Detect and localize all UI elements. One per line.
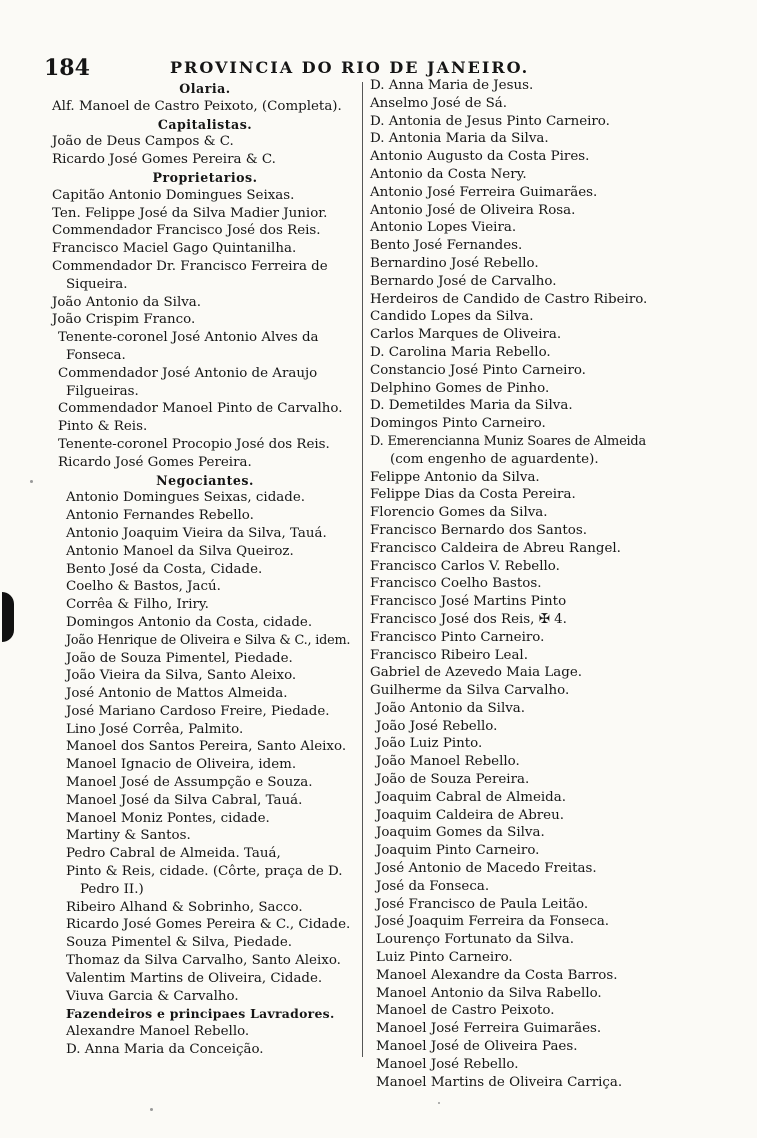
- paper-speck: [150, 1108, 153, 1111]
- list-item: Luiz Pinto Carneiro.: [376, 950, 513, 966]
- list-item: Valentim Martins de Oliveira, Cidade.: [66, 970, 323, 986]
- list-item: João de Souza Pereira.: [376, 772, 530, 788]
- list-item: Ribeiro Alhand & Sobrinho, Sacco.: [66, 899, 303, 915]
- list-item: Manoel José de Oliveira Paes.: [376, 1039, 578, 1055]
- list-item: João de Deus Campos & C.: [52, 134, 234, 150]
- left-column: [52, 80, 358, 1059]
- list-item: Ten. Felippe José da Silva Madier Junior.: [52, 205, 328, 221]
- list-item: Florencio Gomes da Silva.: [370, 505, 548, 521]
- list-item: Joaquim Cabral de Almeida.: [376, 789, 566, 805]
- list-item: Antonio Lopes Vieira.: [370, 220, 517, 236]
- list-item: Pedro Cabral de Almeida. Tauá,: [66, 846, 281, 862]
- list-item: José Francisco de Paula Leitão.: [376, 896, 589, 912]
- list-item: Pinto & Reis.: [58, 419, 148, 435]
- list-item: Antonio Joaquim Vieira da Silva, Tauá.: [66, 525, 327, 541]
- list-item-continuation: Filgueiras.: [66, 383, 139, 399]
- list-item-continuation: Siqueira.: [66, 276, 128, 292]
- list-item: Commendador José Antonio de Araujo: [58, 365, 318, 381]
- list-item: Francisco Coelho Bastos.: [370, 576, 542, 592]
- list-item: Antonio Fernandes Rebello.: [66, 508, 254, 524]
- list-item: Manoel José de Assumpção e Souza.: [66, 775, 313, 791]
- list-item: Manoel José da Silva Cabral, Tauá.: [66, 792, 303, 808]
- list-item: Francisco Ribeiro Leal.: [370, 647, 528, 663]
- list-item: D. Demetildes Maria da Silva.: [370, 398, 573, 414]
- list-item: Antonio da Costa Nery.: [370, 166, 527, 182]
- list-item: João Antonio da Silva.: [376, 700, 526, 716]
- list-item: José Joaquim Ferreira da Fonseca.: [376, 914, 610, 930]
- list-item: Felippe Dias da Costa Pereira.: [370, 487, 576, 503]
- paper-speck: [438, 1102, 440, 1104]
- list-item: Candido Lopes da Silva.: [370, 309, 534, 325]
- list-item: Francisco José Martins Pinto: [370, 594, 567, 610]
- section-heading-fazendeiros: Fazendeiros e principaes Lavradores.: [66, 1006, 335, 1022]
- list-item: José Antonio de Macedo Freitas.: [376, 861, 597, 877]
- list-item: Ricardo José Gomes Pereira & C.: [52, 152, 276, 168]
- list-item: D. Antonia Maria da Silva.: [370, 131, 549, 147]
- list-item: Pinto & Reis, cidade. (Côrte, praça de D.: [66, 864, 343, 880]
- list-item: Martiny & Santos.: [66, 828, 191, 844]
- list-item: Capitão Antonio Domingues Seixas.: [52, 187, 295, 203]
- list-item: Coelho & Bastos, Jacú.: [66, 579, 221, 595]
- list-item: D. Carolina Maria Rebello.: [370, 344, 551, 360]
- list-item: Manoel Antonio da Silva Rabello.: [376, 985, 602, 1001]
- list-item: Manoel Martins de Oliveira Carriça.: [376, 1074, 623, 1090]
- list-item: Bernardo José de Carvalho.: [370, 273, 557, 289]
- list-item: Antonio José Ferreira Guimarães.: [370, 184, 598, 200]
- list-item: João Vieira da Silva, Santo Aleixo.: [66, 668, 297, 684]
- list-item: Felippe Antonio da Silva.: [370, 469, 540, 485]
- list-item: Tenente-coronel Procopio José dos Reis.: [58, 436, 330, 452]
- list-item: Herdeiros de Candido de Castro Ribeiro.: [370, 291, 648, 307]
- list-item: João Luiz Pinto.: [376, 736, 483, 752]
- list-item: Antonio Augusto da Costa Pires.: [370, 149, 590, 165]
- list-item: Bento José da Costa, Cidade.: [66, 561, 263, 577]
- list-item: Antonio José de Oliveira Rosa.: [370, 202, 576, 218]
- list-item: Manoel José Ferreira Guimarães.: [376, 1021, 602, 1037]
- list-item: Manoel Ignacio de Oliveira, idem.: [66, 757, 297, 773]
- list-item: Antonio Domingues Seixas, cidade.: [66, 490, 306, 506]
- list-item: Ricardo José Gomes Pereira & C., Cidade.: [66, 917, 351, 933]
- list-item: Manoel de Castro Peixoto.: [376, 1003, 555, 1019]
- list-item: Ricardo José Gomes Pereira.: [58, 454, 252, 470]
- list-item: Guilherme da Silva Carvalho.: [370, 683, 570, 699]
- column-divider: [362, 82, 363, 1057]
- list-item: Francisco Caldeira de Abreu Rangel.: [370, 540, 621, 556]
- list-item: Commendador Manoel Pinto de Carvalho.: [58, 401, 343, 417]
- list-item: Lino José Corrêa, Palmito.: [66, 721, 244, 737]
- list-item: Manoel Moniz Pontes, cidade.: [66, 810, 270, 826]
- list-item: Gabriel de Azevedo Maia Lage.: [370, 665, 583, 681]
- list-item: Francisco Pinto Carneiro.: [370, 629, 545, 645]
- list-item: Manoel José Rebello.: [376, 1056, 519, 1072]
- list-item: Joaquim Caldeira de Abreu.: [376, 807, 564, 823]
- margin-bracket-mark: [2, 592, 14, 642]
- list-item: Souza Pimentel & Silva, Piedade.: [66, 935, 293, 951]
- list-item: Corrêa & Filho, Iriry.: [66, 597, 209, 613]
- list-item: Manoel Alexandre da Costa Barros.: [376, 967, 618, 983]
- list-item: Delphino Gomes de Pinho.: [370, 380, 550, 396]
- list-item: Thomaz da Silva Carvalho, Santo Aleixo.: [66, 953, 341, 969]
- list-item: Francisco Maciel Gago Quintanilha.: [52, 241, 297, 257]
- paper-speck: [30, 480, 33, 483]
- list-item: Viuva Garcia & Carvalho.: [66, 988, 239, 1004]
- list-item: José da Fonseca.: [376, 878, 490, 894]
- list-item: Alexandre Manoel Rebello.: [66, 1024, 250, 1040]
- section-heading-olaria: Olaria.: [179, 81, 231, 96]
- list-item: Anselmo José de Sá.: [370, 95, 508, 111]
- list-item: Francisco José dos Reis, ✠ 4.: [370, 611, 567, 627]
- list-item: João Manoel Rebello.: [376, 754, 520, 770]
- list-item: D. Emerencianna Muniz Soares de Almeida: [370, 433, 646, 449]
- section-heading-proprietarios: Proprietarios.: [152, 169, 258, 185]
- list-item: Joaquim Gomes da Silva.: [376, 825, 545, 841]
- list-item: João de Souza Pimentel, Piedade.: [66, 650, 293, 666]
- list-item: José Mariano Cardoso Freire, Piedade.: [66, 703, 330, 719]
- list-item: D. Anna Maria da Conceição.: [66, 1042, 264, 1058]
- list-item: D. Antonia de Jesus Pinto Carneiro.: [370, 113, 610, 129]
- list-item: Commendador Francisco José dos Reis.: [52, 223, 321, 239]
- list-item: Antonio Manoel da Silva Queiroz.: [66, 543, 294, 559]
- list-item: Manoel dos Santos Pereira, Santo Aleixo.: [66, 739, 347, 755]
- list-item: Domingos Antonio da Costa, cidade.: [66, 614, 313, 630]
- list-item-continuation: Pedro II.): [80, 881, 144, 897]
- list-item: Alf. Manoel de Castro Peixoto, (Completa).: [52, 98, 342, 114]
- list-item: Commendador Dr. Francisco Ferreira de: [52, 258, 328, 274]
- list-item: Bernardino José Rebello.: [370, 255, 539, 271]
- list-item: João Henrique de Oliveira e Silva & C., idem.: [66, 632, 351, 648]
- section-heading-capitalistas: Capitalistas.: [157, 116, 253, 132]
- section-heading-negociantes: Negociantes.: [156, 472, 254, 488]
- list-item: Francisco Carlos V. Rebello.: [370, 558, 560, 574]
- list-item: Tenente-coronel José Antonio Alves da: [58, 330, 319, 346]
- list-item: João Antonio da Silva.: [52, 294, 202, 310]
- right-column: [370, 77, 740, 1091]
- list-item: Joaquim Pinto Carneiro.: [376, 843, 540, 859]
- list-item: Carlos Marques de Oliveira.: [370, 327, 562, 343]
- page-number: 184: [44, 55, 90, 81]
- list-item: D. Anna Maria de Jesus.: [370, 78, 534, 93]
- list-item: Francisco Bernardo dos Santos.: [370, 522, 587, 538]
- list-item: João José Rebello.: [376, 718, 498, 734]
- list-item: José Antonio de Mattos Almeida.: [66, 686, 288, 702]
- list-item-continuation: (com engenho de aguardente).: [390, 451, 599, 467]
- list-item: João Crispim Franco.: [52, 312, 196, 328]
- list-item-continuation: Fonseca.: [66, 347, 126, 363]
- list-item: Bento José Fernandes.: [370, 238, 523, 254]
- running-title: PROVINCIA DO RIO DE JANEIRO.: [170, 58, 530, 77]
- list-item: Constancio José Pinto Carneiro.: [370, 362, 586, 378]
- list-item: Lourenço Fortunato da Silva.: [376, 932, 575, 948]
- list-item: Domingos Pinto Carneiro.: [370, 416, 546, 432]
